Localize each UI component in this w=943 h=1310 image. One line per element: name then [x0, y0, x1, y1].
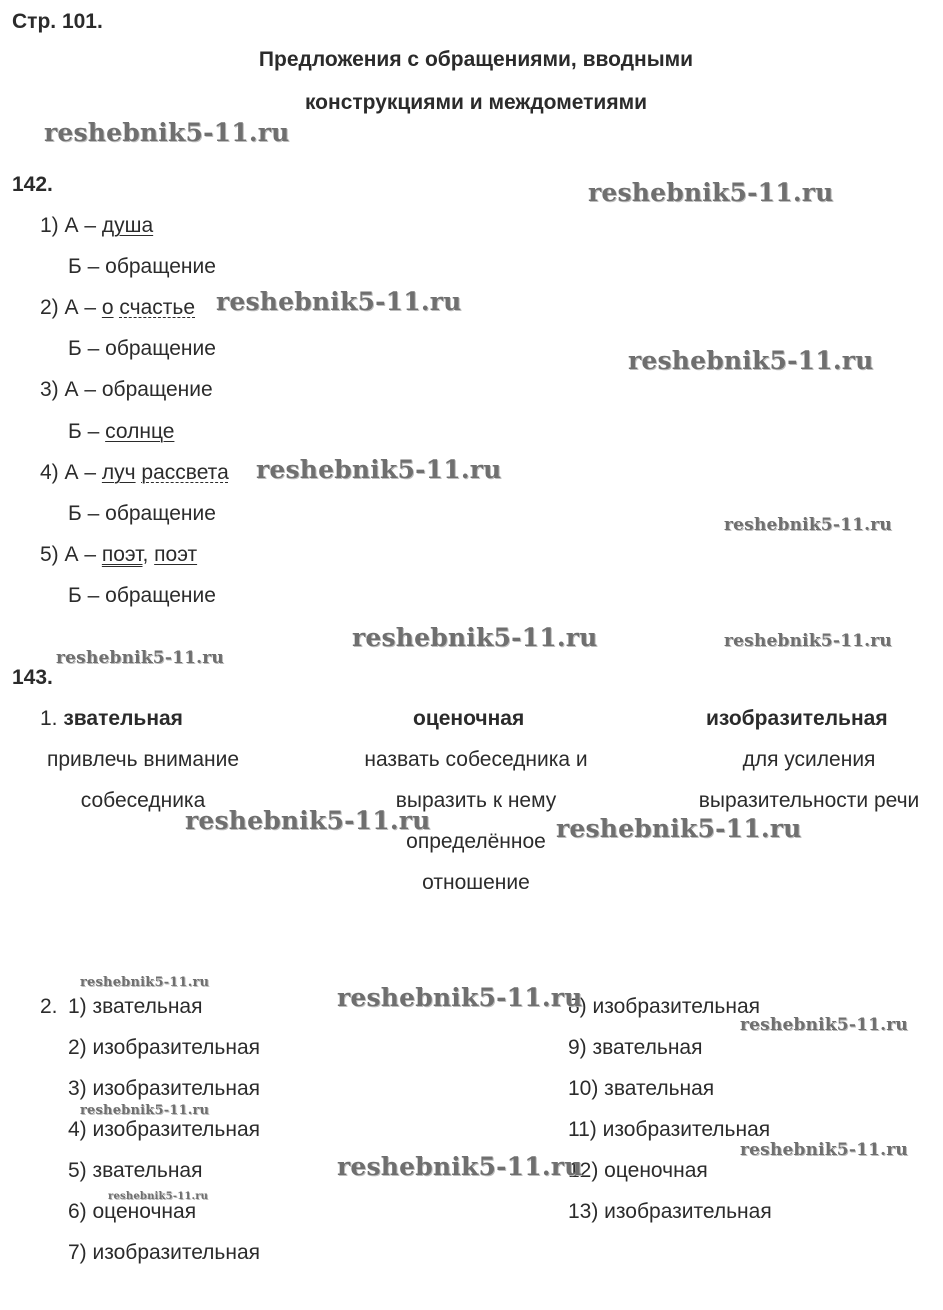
- double-underlined-word: поэт: [101, 543, 143, 566]
- exercise-143-number: 143.: [12, 666, 53, 689]
- ex143-part2-right-item: 9) звательная: [568, 1036, 703, 1059]
- underlined-word: о: [101, 296, 114, 319]
- ex143-col3-line: выразительности речи: [698, 789, 920, 812]
- ex142-item-1a: 1) А – душа: [40, 214, 154, 237]
- ex143-part2-left-item: 4) изобразительная: [68, 1118, 261, 1141]
- ex142-item-2b: Б – обращение: [68, 337, 216, 360]
- watermark: reshebnik5-11.ru: [337, 1152, 583, 1181]
- ex143-col1-line: привлечь внимание: [46, 748, 239, 771]
- watermark: reshebnik5-11.ru: [724, 631, 892, 651]
- ex143-part2-right-item: 10) звательная: [568, 1077, 715, 1100]
- watermark: reshebnik5-11.ru: [108, 1191, 209, 1202]
- ex143-part1-col1-header: 1. звательная: [40, 707, 183, 730]
- ex142-item-5b: Б – обращение: [68, 584, 216, 607]
- ex143-part2-left-item: 3) изобразительная: [68, 1077, 261, 1100]
- ex142-item-4b: Б – обращение: [68, 502, 216, 525]
- underlined-word: солнце: [105, 420, 175, 443]
- underlined-word: душа: [101, 214, 154, 237]
- ex143-col2-line: отношение: [422, 871, 530, 894]
- ex143-col2-line: выразить к нему: [395, 789, 557, 812]
- ex143-part1-col3-header: изобразительная: [706, 707, 888, 730]
- ex142-item-2a: 2) А – о счастье: [40, 296, 196, 319]
- exercise-142-number: 142.: [12, 173, 53, 196]
- ex143-part2-right-item: 13) изобразительная: [568, 1200, 772, 1223]
- ex143-part2-left-item: 5) звательная: [68, 1159, 203, 1182]
- ex143-part2-number: 2.: [40, 995, 58, 1018]
- dashed-underlined-word: счастье: [119, 296, 196, 319]
- ex143-part2-left-item: 6) оценочная: [68, 1200, 197, 1223]
- section-title-line1: Предложения с обращениями, вводными: [258, 48, 694, 71]
- watermark: reshebnik5-11.ru: [628, 346, 874, 375]
- ex143-col2-line: назвать собеседника и: [364, 748, 588, 771]
- watermark: reshebnik5-11.ru: [56, 648, 224, 668]
- watermark: reshebnik5-11.ru: [80, 975, 210, 990]
- watermark: reshebnik5-11.ru: [337, 983, 583, 1012]
- ex142-item-1b: Б – обращение: [68, 255, 216, 278]
- underlined-word: поэт: [154, 543, 198, 566]
- watermark: reshebnik5-11.ru: [740, 1015, 908, 1035]
- ex142-item-4a: 4) А – луч рассвета: [40, 461, 229, 484]
- ex143-part1-col2-header: оценочная: [413, 707, 525, 730]
- ex143-col3-line: для усиления: [742, 748, 876, 771]
- ex142-item-3b: Б – солнце: [68, 420, 175, 443]
- ex142-item-3a: 3) А – обращение: [40, 378, 213, 401]
- section-title-line2: конструкциями и междометиями: [304, 91, 648, 114]
- watermark: reshebnik5-11.ru: [216, 287, 462, 316]
- watermark: reshebnik5-11.ru: [740, 1140, 908, 1160]
- watermark: reshebnik5-11.ru: [185, 806, 431, 835]
- ex143-part2-left-item: 7) изобразительная: [68, 1241, 261, 1264]
- ex143-col1-line: собеседника: [80, 789, 206, 812]
- ex143-part2-right-item: 12) оценочная: [568, 1159, 708, 1182]
- ex143-part2-right-item: 8) изобразительная: [568, 995, 761, 1018]
- ex143-part2-left-item: 1) звательная: [68, 995, 203, 1018]
- dashed-underlined-word: рассвета: [141, 461, 229, 484]
- ex142-item-5a: 5) А – поэт, поэт: [40, 543, 198, 566]
- underlined-word: луч: [101, 461, 136, 484]
- ex143-part2-right-item: 11) изобразительная: [568, 1118, 771, 1141]
- watermark: reshebnik5-11.ru: [556, 814, 802, 843]
- ex143-part2-left-item: 2) изобразительная: [68, 1036, 261, 1059]
- watermark: reshebnik5-11.ru: [44, 118, 290, 147]
- watermark: reshebnik5-11.ru: [724, 515, 892, 535]
- ex143-col2-line: определённое: [406, 830, 546, 853]
- watermark: reshebnik5-11.ru: [80, 1103, 210, 1118]
- watermark: reshebnik5-11.ru: [352, 623, 598, 652]
- page-label: Стр. 101.: [12, 10, 103, 33]
- watermark: reshebnik5-11.ru: [588, 178, 834, 207]
- watermark: reshebnik5-11.ru: [256, 455, 502, 484]
